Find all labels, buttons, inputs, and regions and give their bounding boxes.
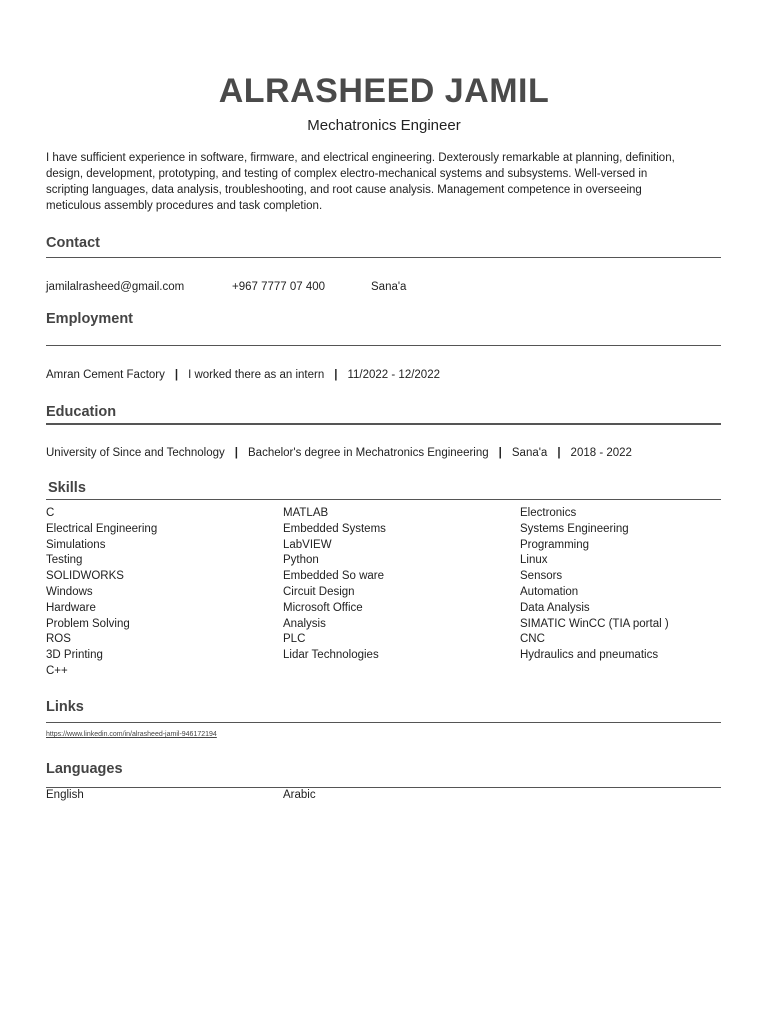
skill-item: Embedded Systems [283, 522, 386, 535]
skill-item: 3D Printing [46, 649, 103, 662]
skill-item: MATLAB [283, 507, 329, 519]
education-entry [46, 447, 632, 459]
skill-item: Data Analysis [520, 601, 590, 614]
education-school: University of Since and Technology [46, 447, 225, 459]
skill-item: C++ [46, 664, 68, 677]
employment-dates: 11/2022 - 12/2022 [347, 369, 440, 381]
skills-grid [46, 507, 726, 681]
education-degree: Bachelor's degree in Mechatronics Engineering [248, 447, 489, 459]
skill-item: Programming [520, 538, 590, 551]
education-dates: 2018 - 2022 [570, 447, 632, 459]
employment-separator: | [334, 369, 338, 381]
links-divider [46, 722, 721, 723]
profile-summary: I have sufficient experience in software, firmware, and electrical engineering. Dexterously remarkable at planning, definition, design, development, prototyping, and testing of complex electro-mechanical systems and subsystems. Well-versed in scripting languages, data analysis, troubleshooting, and root cause analysis. Management competence in overseeing meticulous assembly procedures and task completion. [46, 152, 675, 212]
education-separator: | [498, 447, 502, 459]
contact-divider [46, 257, 721, 258]
skill-item: PLC [283, 633, 306, 646]
education-divider [46, 423, 721, 425]
skill-item: ROS [46, 633, 71, 646]
skills-divider [46, 499, 721, 500]
skill-item: Simulations [46, 538, 106, 551]
skill-item: Embedded So ware [283, 570, 385, 583]
skills-heading: Skills [48, 480, 86, 496]
skill-item: LabVIEW [283, 538, 332, 551]
languages-divider [46, 787, 721, 788]
skill-item: Analysis [283, 617, 326, 630]
links-heading: Links [46, 699, 84, 715]
education-heading: Education [46, 404, 117, 420]
employment-entry [46, 369, 440, 381]
contact-city: Sana'a [371, 281, 407, 293]
skill-item: Circuit Design [283, 585, 355, 598]
skill-item: Problem Solving [46, 617, 130, 630]
language-item: English [46, 789, 84, 801]
skill-item: SOLIDWORKS [46, 570, 124, 583]
job-title: Mechatronics Engineer [307, 117, 461, 134]
employment-separator: | [174, 369, 179, 381]
skill-item: Hardware [46, 601, 96, 614]
skill-item: C [46, 507, 55, 519]
candidate-name: ALRASHEED JAMIL [218, 72, 550, 110]
skill-item: Hydraulics and pneumatics [520, 649, 659, 662]
language-item: Arabic [283, 789, 316, 801]
skill-item: Sensors [520, 570, 563, 583]
languages-heading: Languages [46, 761, 123, 777]
contact-phone[interactable]: +967 7777 07 400 [232, 281, 326, 293]
employment-company: Amran Cement Factory [46, 369, 165, 381]
skill-item: Systems Engineering [520, 522, 629, 535]
contact-heading: Contact [46, 235, 100, 251]
skill-item: Electrical Engineering [46, 522, 158, 535]
skill-item: Testing [46, 554, 83, 567]
skill-item: Automation [520, 585, 579, 598]
contact-email[interactable]: jamilalrasheed@gmail.com [46, 281, 185, 293]
skill-item: SIMATIC WinCC (TIA portal ) [520, 617, 669, 630]
employment-role: I worked there as an intern [188, 369, 325, 381]
skill-item: Microsoft Office [283, 601, 363, 614]
skill-item: Electronics [520, 507, 577, 519]
skill-item: Lidar Technologies [283, 649, 379, 662]
employment-divider [46, 345, 721, 346]
employment-heading: Employment [46, 311, 134, 327]
skill-item: Python [283, 554, 319, 567]
skill-item: Windows [46, 585, 93, 598]
skill-item: Linux [520, 554, 548, 567]
education-separator: | [557, 447, 561, 459]
education-separator: | [234, 447, 238, 459]
linkedin-link[interactable]: https://www.linkedin.com/in/alrasheed-jamil-946172194 [46, 731, 217, 738]
skill-item: CNC [520, 633, 545, 646]
education-city: Sana'a [511, 447, 548, 459]
